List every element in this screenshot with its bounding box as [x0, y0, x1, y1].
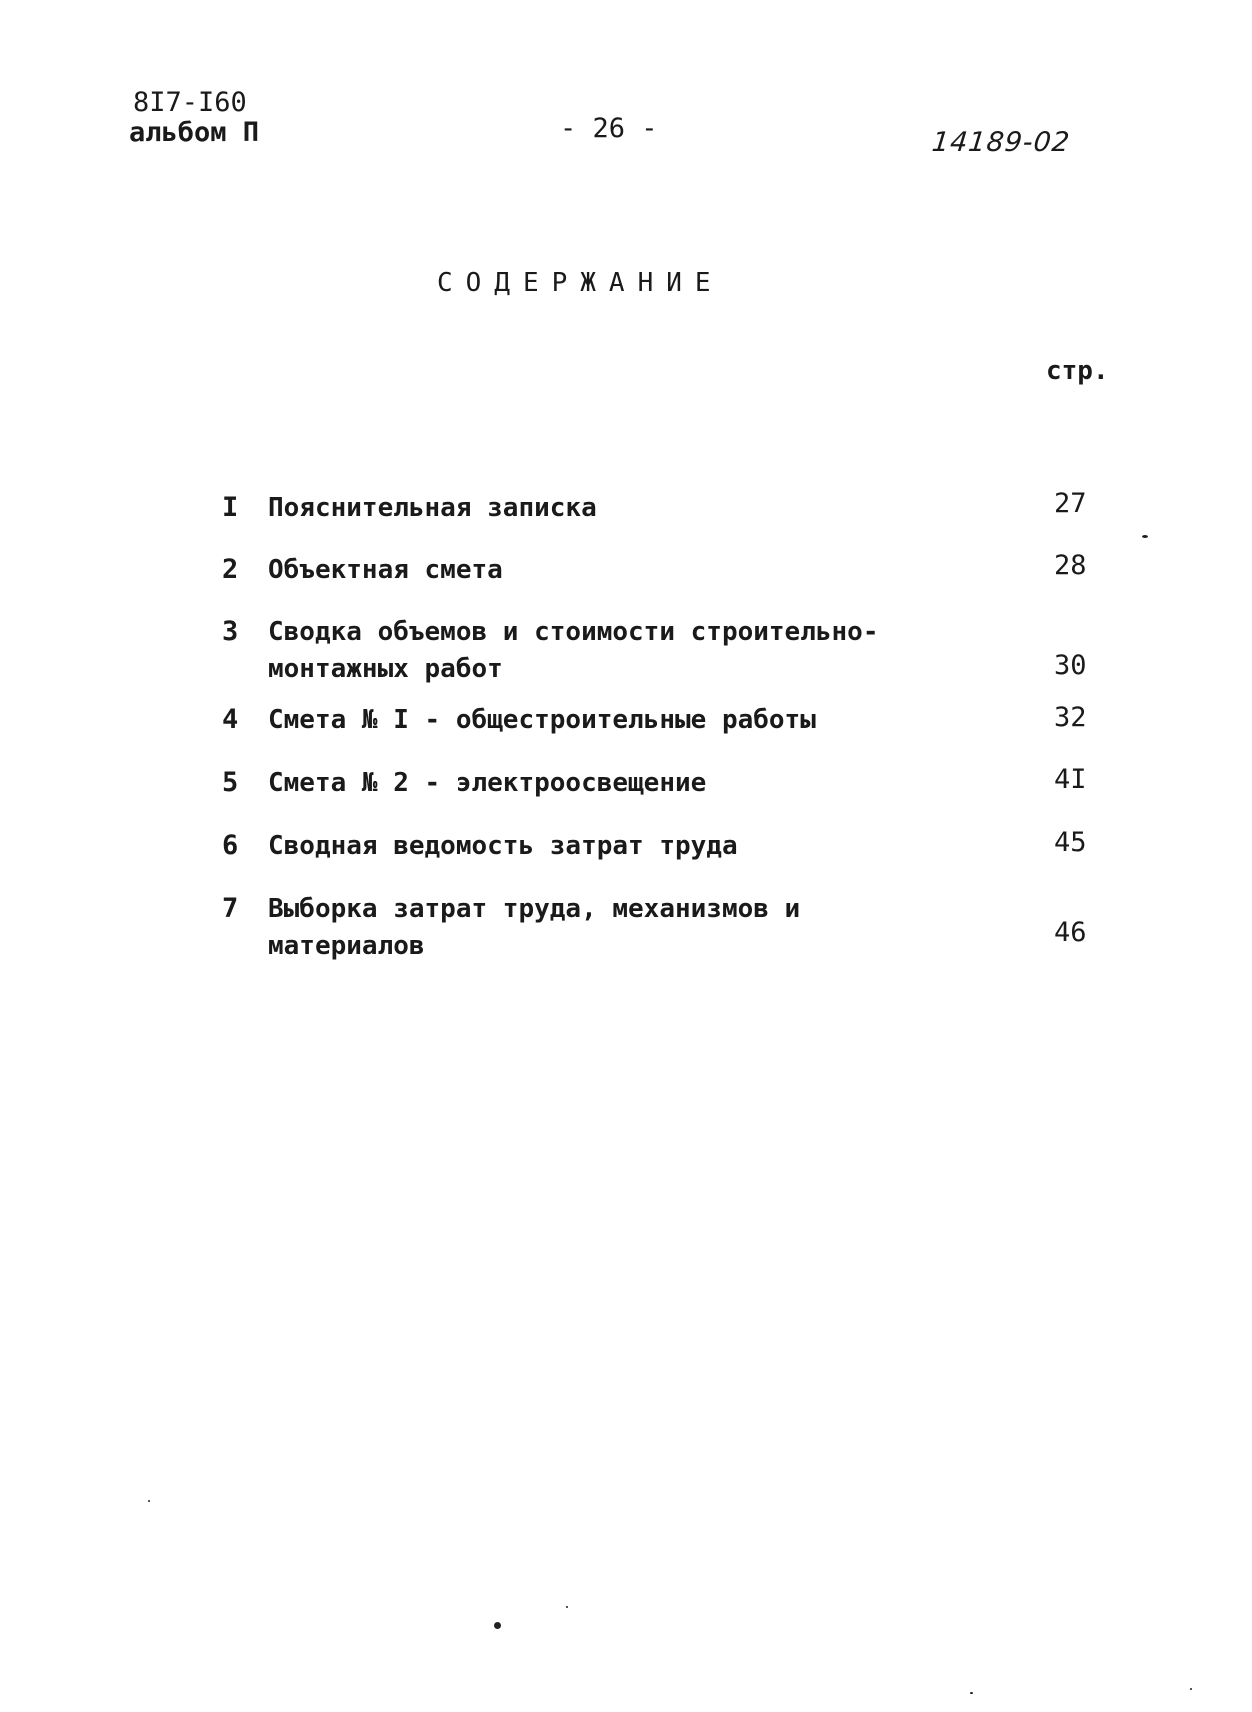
page-column-label: стр.	[1046, 356, 1109, 386]
page-number: - 26 -	[560, 113, 658, 144]
toc-item-title: Выборка затрат труда, механизмов и материалов	[268, 894, 801, 961]
scan-speck	[494, 1622, 501, 1629]
toc-item-number: 6	[222, 830, 239, 861]
toc-item-number: 2	[222, 554, 239, 585]
toc-item-page: 4I	[1054, 764, 1087, 795]
scan-speck	[1190, 1688, 1192, 1690]
toc-item-title: Сводка объемов и стоимости строительно- монтажных работ	[268, 617, 879, 684]
toc-item-number: 4	[222, 704, 239, 735]
toc-item-page: 27	[1054, 488, 1087, 519]
scan-speck	[970, 1692, 973, 1694]
toc-item-title: Смета № 2 - электроосвещение	[268, 768, 707, 798]
toc-item-number: 5	[222, 767, 239, 798]
toc-item-page: 32	[1054, 702, 1087, 733]
scan-speck	[148, 1500, 150, 1502]
toc-item-title: Пояснительная записка	[268, 493, 597, 523]
toc-item-title: Объектная смета	[268, 555, 503, 585]
toc-item-number: 7	[222, 893, 239, 924]
toc-item-page: 30	[1054, 650, 1087, 681]
inventory-number: 14189-02	[930, 127, 1072, 158]
album-label: альбом П	[129, 117, 260, 148]
toc-item-page: 28	[1054, 550, 1087, 581]
document-code: 8I7-I60	[133, 87, 247, 118]
toc-item-title: Смета № I - общестроительные работы	[268, 705, 816, 735]
scan-speck	[1142, 535, 1148, 538]
scan-speck	[566, 1606, 568, 1608]
toc-item-number: 3	[222, 616, 239, 647]
toc-item-page: 45	[1054, 827, 1087, 858]
contents-title: СОДЕРЖАНИЕ	[437, 268, 724, 298]
toc-item-title: Сводная ведомость затрат труда	[268, 831, 738, 861]
toc-item-page: 46	[1054, 917, 1087, 948]
toc-item-number: I	[222, 492, 239, 523]
